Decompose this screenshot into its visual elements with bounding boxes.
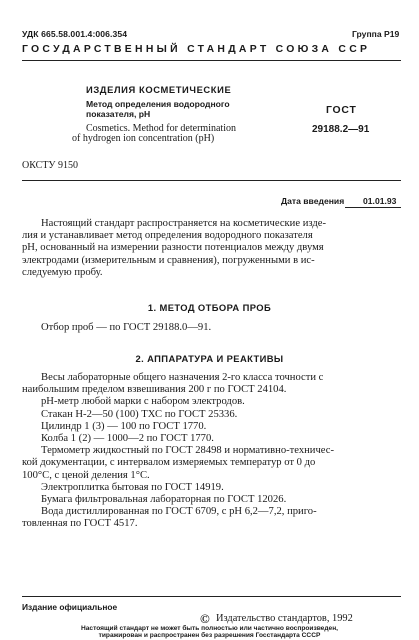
section1-text: Отбор проб — по ГОСТ 29188.0—91.	[41, 322, 212, 333]
copyright-icon: ©	[200, 611, 210, 626]
intro-line: Настоящий стандарт распространяется на косметические изде-	[41, 218, 326, 229]
title-ru-main: ИЗДЕЛИЯ КОСМЕТИЧЕСКИЕ	[86, 84, 232, 95]
intro-date-label: Дата введения	[281, 196, 345, 206]
gost-number: 29188.2—91	[312, 124, 370, 135]
section2-line: Бумага фильтровальная лабораторная по ГОСТ 12026.	[41, 494, 287, 506]
reproduction-notice-1: Настоящий стандарт не может быть полностью или частично воспроизведен,	[80, 625, 339, 632]
intro-paragraph	[22, 218, 401, 279]
section2-line: товленная по ГОСТ 4517.	[22, 518, 138, 530]
section2-line: 100°С, с ценой деления 1°С.	[22, 469, 150, 481]
publisher: Издательство стандартов, 1992	[216, 613, 353, 624]
reproduction-notice-2: тиражирован и распространен без разрешения Госстандарта СССР	[98, 632, 321, 639]
section2-list	[22, 372, 401, 531]
title-block-rule	[22, 180, 401, 181]
section2-line: Электроплитка бытовая по ГОСТ 14919.	[41, 481, 224, 493]
section2-line: кой документации, с интервалом измеряемых температур от 0 до	[22, 457, 316, 469]
intro-date-value: 01.01.93	[363, 196, 397, 206]
intro-line: следуемую пробу.	[22, 266, 103, 278]
intro-date-underline	[345, 207, 401, 208]
title-en-1: Cosmetics. Method for determination	[86, 123, 236, 134]
footer-rule	[22, 596, 401, 597]
official-edition: Издание официальное	[22, 602, 118, 612]
group-code: Группа Р19	[352, 29, 400, 39]
section2-line: наибольшим пределом взвешивания 200 г по ГОСТ 24104.	[22, 384, 287, 396]
udk-code: УДК 665.58.001.4:006.354	[22, 29, 128, 39]
gost-label: ГОСТ	[326, 105, 357, 116]
section2-line: Термометр жидкостный по ГОСТ 28498 и нормативно-техничес-	[41, 445, 334, 457]
section2-line: Весы лабораторные общего назначения 2-го класса точности с	[41, 372, 324, 383]
section2-line: рН-метр любой марки с набором электродов.	[41, 396, 245, 408]
standard-banner: ГОСУДАРСТВЕННЫЙ СТАНДАРТ СОЮЗА ССР	[22, 44, 371, 55]
intro-line: pH, основанный на измерении разности потенциалов между двумя	[22, 242, 324, 254]
title-ru-sub-1: Метод определения водородного	[86, 99, 230, 109]
section1-heading: 1. МЕТОД ОТБОРА ПРОБ	[147, 302, 272, 313]
section2-heading: 2. АППАРАТУРА И РЕАКТИВЫ	[135, 353, 284, 364]
okstu-code: ОКСТУ 9150	[22, 160, 79, 171]
section2-line: Вода дистиллированная по ГОСТ 6709, с pH 6,2—7,2, приго-	[41, 506, 317, 518]
section2-line: Цилиндр 1 (3) — 100 по ГОСТ 1770.	[41, 420, 207, 432]
header-rule	[22, 60, 401, 61]
title-ru-sub-2: показателя, рН	[86, 109, 151, 119]
section2-line: Колба 1 (2) — 1000—2 по ГОСТ 1770.	[41, 433, 214, 445]
intro-line: лия и устанавливает метод определения водородного показателя	[22, 230, 313, 242]
title-en-2: of hydrogen ion concentration (pH)	[72, 133, 215, 144]
intro-line: электродами (измерительным и сравнения), погруженными в ис-	[22, 254, 315, 266]
section2-line: Стакан Н-2—50 (100) ТХС по ГОСТ 25336.	[41, 408, 238, 420]
